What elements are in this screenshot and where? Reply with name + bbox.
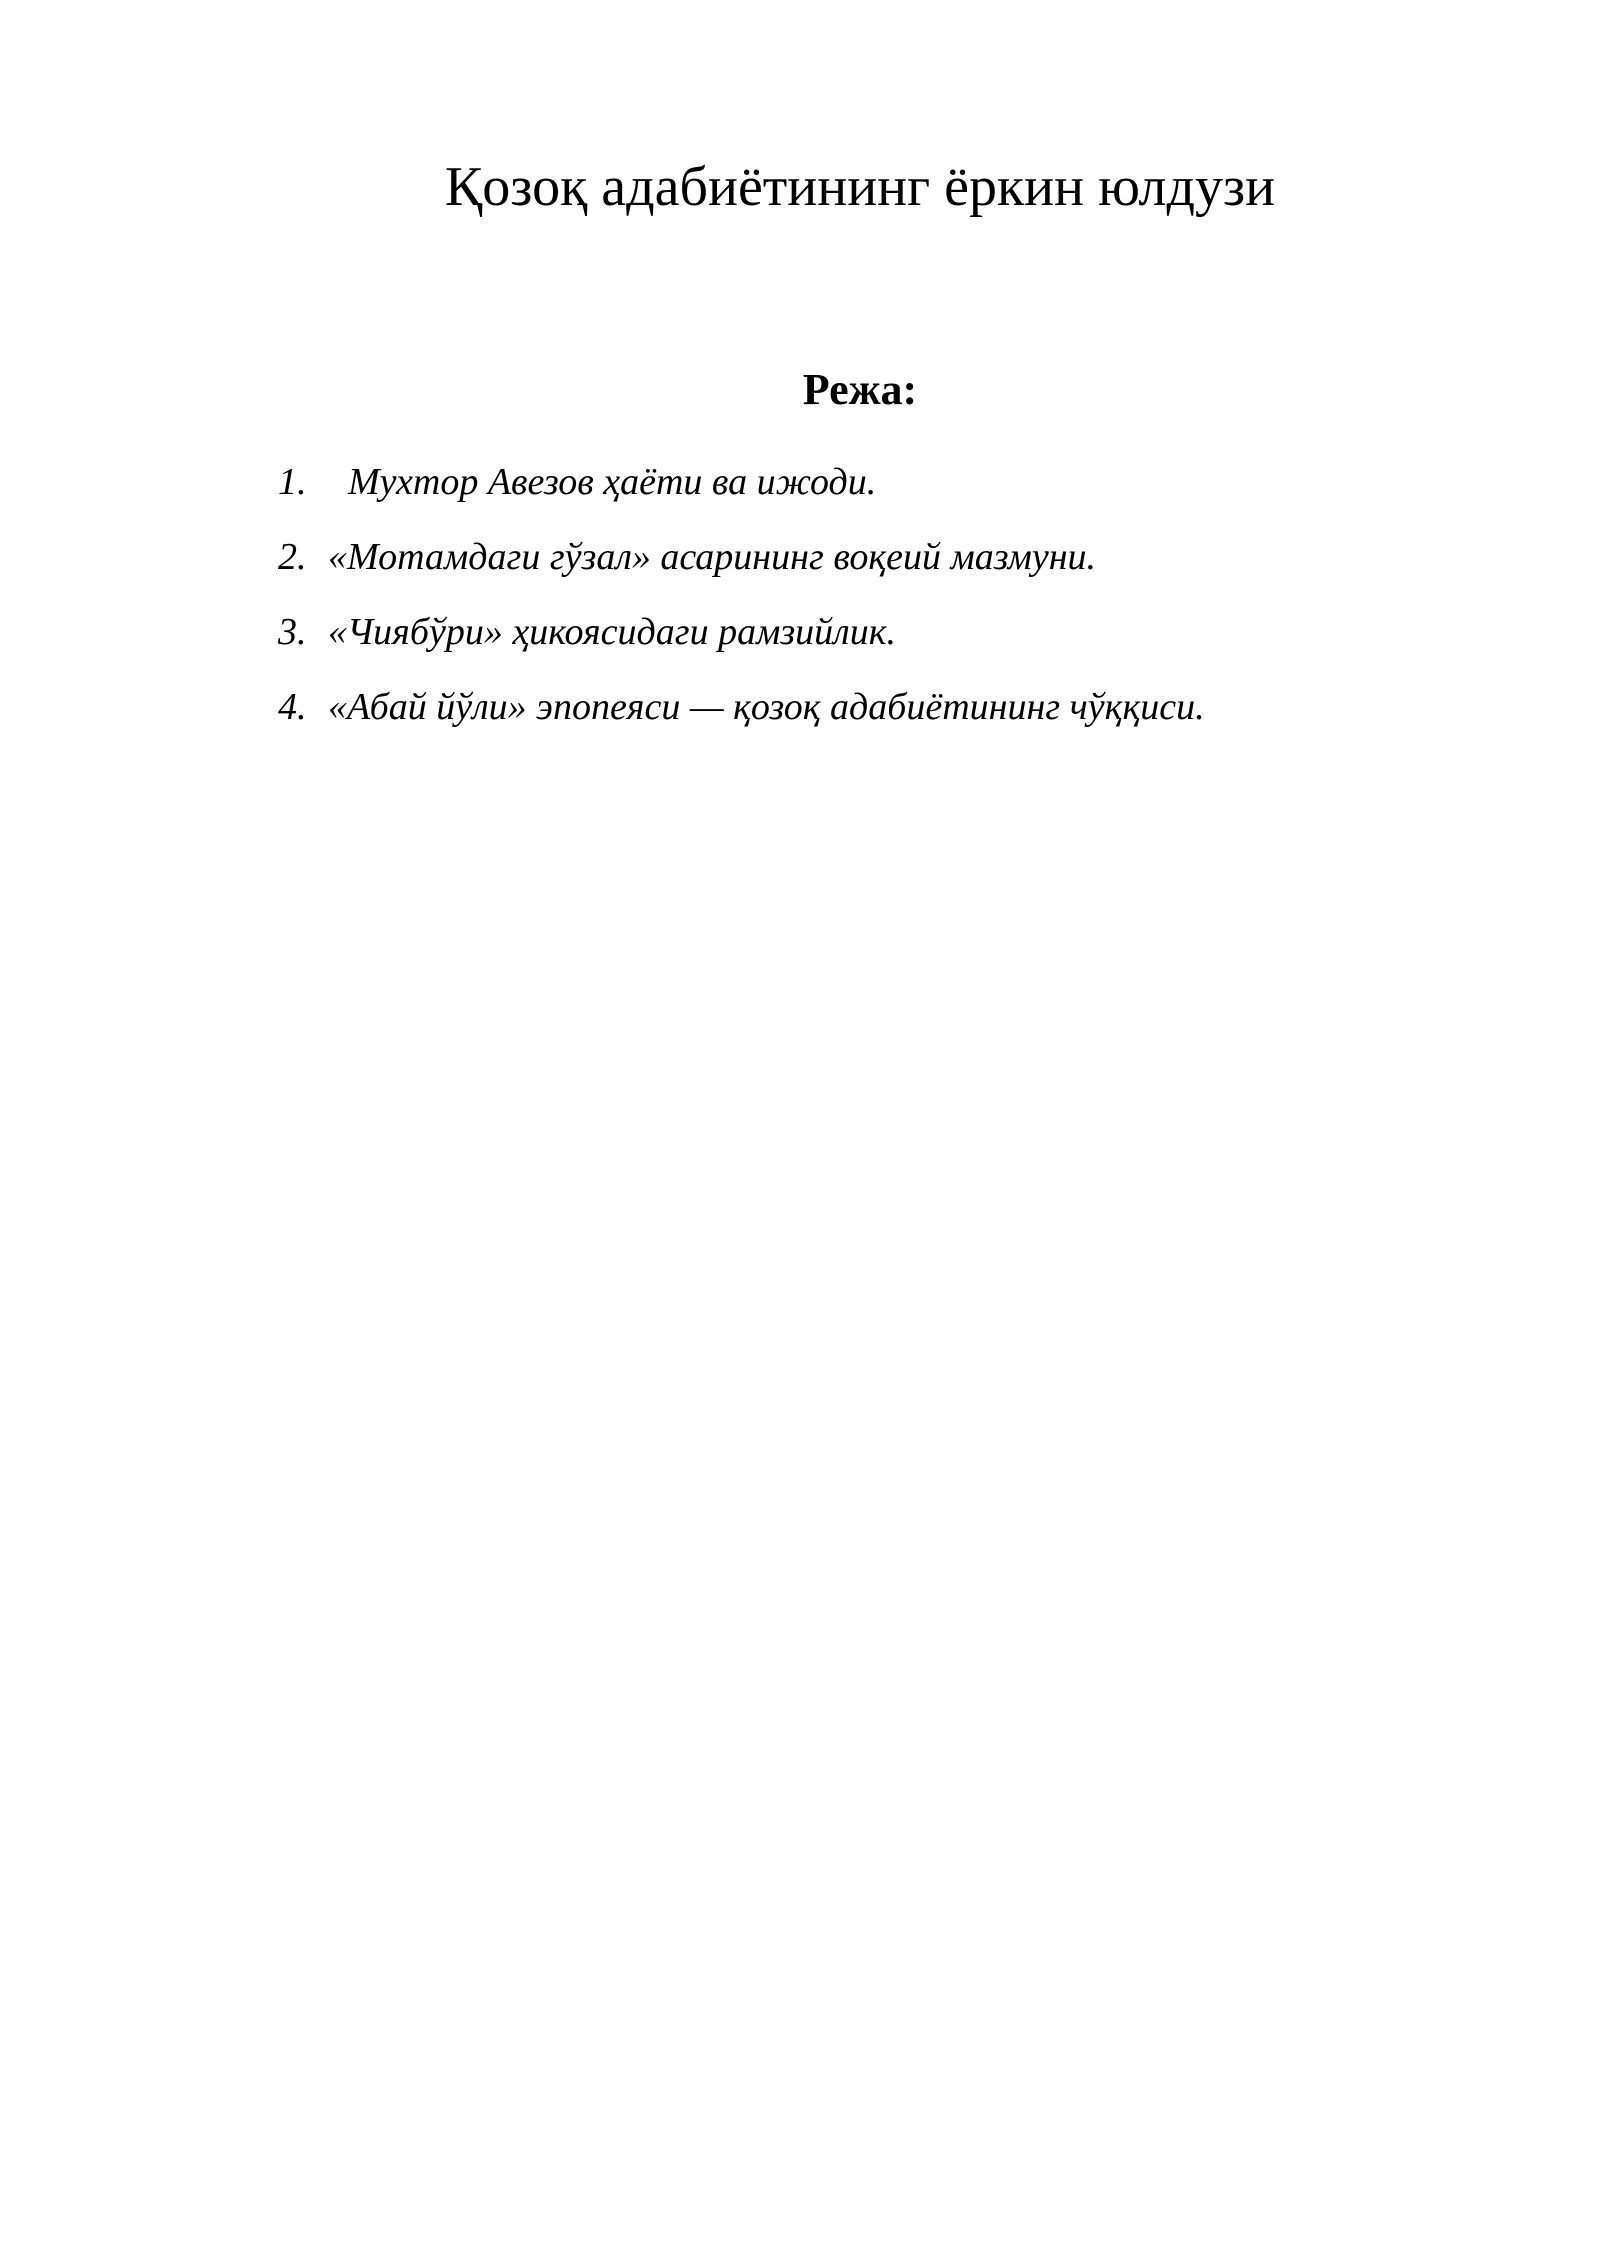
plan-item	[278, 452, 1478, 527]
plan-item-text: Мухтор Авезов ҳаёти ва ижоди.	[348, 461, 877, 503]
plan-item-number: 1.	[278, 461, 307, 503]
plan-item-number: 2.	[278, 536, 307, 578]
plan-item-number: 4.	[278, 686, 307, 728]
plan-item-text: «Абай йўли» эпопеяси — қозоқ адабиётининг чўққиси.	[328, 686, 1205, 728]
document-title: Қозоқ адабиётининг ёркин юлдузи	[444, 156, 1276, 218]
plan-item-text: «Мотамдаги гўзал» асарининг воқеий мазмуни.	[328, 536, 1097, 578]
plan-item	[278, 677, 1478, 752]
plan-heading: Режа:	[802, 365, 918, 414]
plan-item	[278, 527, 1478, 602]
plan-list	[278, 452, 1478, 752]
plan-item-number: 3.	[278, 611, 307, 653]
plan-item	[278, 602, 1478, 677]
plan-item-text: «Чиябўри» ҳикоясидаги рамзийлик.	[328, 611, 897, 653]
